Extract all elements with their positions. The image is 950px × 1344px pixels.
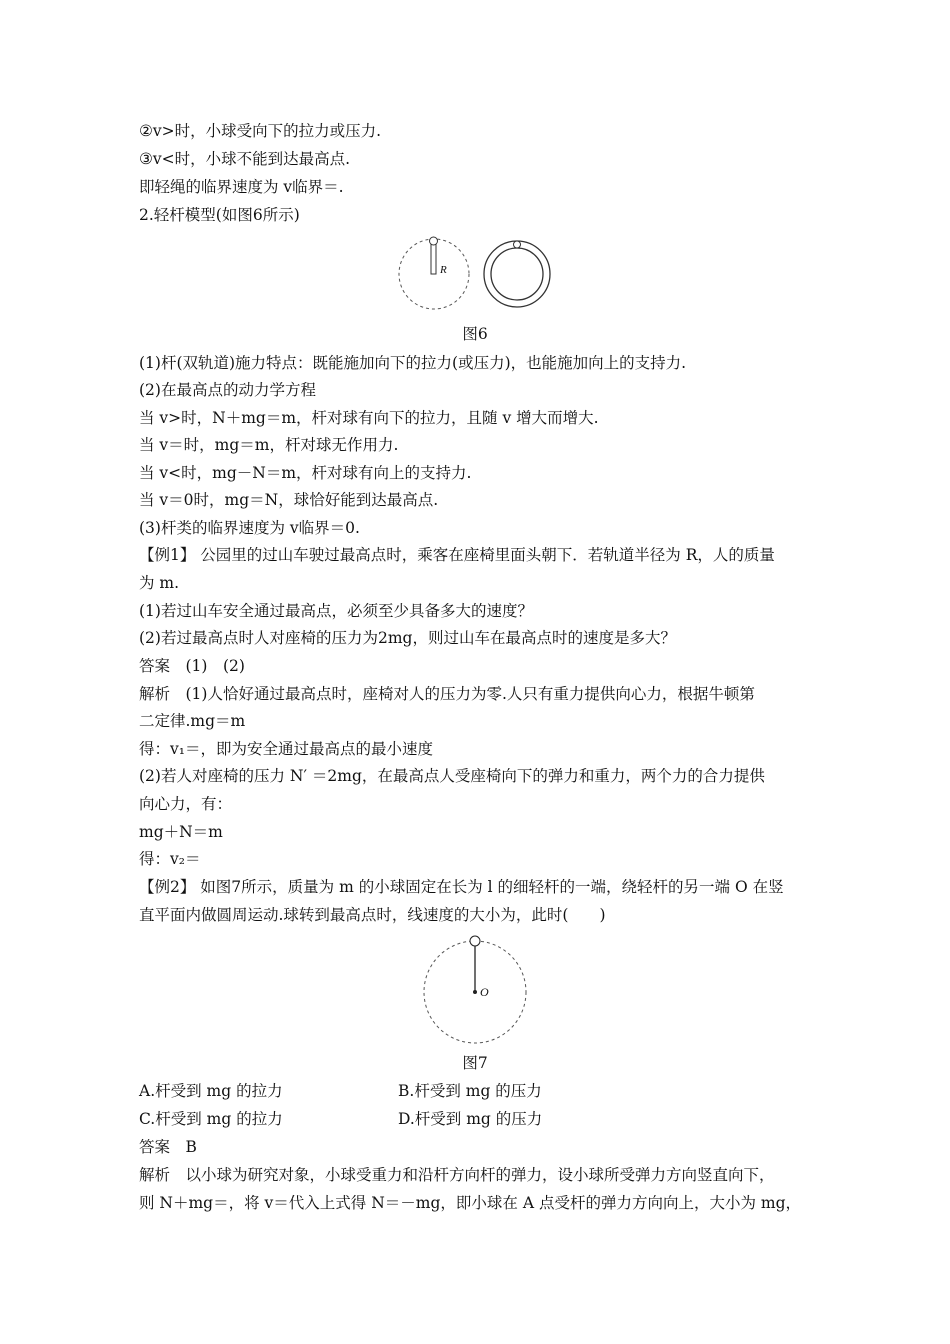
- text-line: 得：v₂＝: [139, 850, 201, 868]
- text-line: ③v<时，小球不能到达最高点.: [139, 150, 351, 168]
- text-line: 即轻绳的临界速度为 v临界＝.: [139, 178, 344, 196]
- text-line: (1)若过山车安全通过最高点，必须至少具备多大的速度？: [139, 602, 533, 620]
- text-line: (1)杆(双轨道)施力特点：既能施加向下的拉力(或压力)，也能施加向上的支持力.: [139, 354, 687, 372]
- figure-7-caption: 图7: [462, 1054, 488, 1072]
- text-line: 直平面内做圆周运动.球转到最高点时，线速度的大小为，此时( ): [139, 906, 606, 924]
- example-1-heading: 【例1】 公园里的过山车驶过最高点时，乘客在座椅里面头朝下．若轨道半径为 R，人的质量: [139, 546, 775, 564]
- option-b: B.杆受到 mg 的压力: [398, 1082, 542, 1100]
- text-line: (2)在最高点的动力学方程: [139, 381, 316, 399]
- answer-line: 答案 (1) (2): [139, 657, 245, 675]
- text-line: 二定律.mg＝m: [139, 712, 246, 730]
- text-line: (2)若过最高点时人对座椅的压力为2mg，则过山车在最高点时的速度是多大？: [139, 629, 676, 647]
- text-line: 为 m.: [139, 574, 180, 592]
- ball: [430, 237, 438, 245]
- text-line: 向心力，有：: [139, 795, 233, 813]
- ball: [470, 936, 480, 946]
- text-line: (3)杆类的临界速度为 v临界＝0.: [139, 519, 360, 537]
- example-2-heading: 【例2】 如图7所示，质量为 m 的小球固定在长为 l 的细轻杆的一端，绕轻杆的另一端 O 在竖: [139, 878, 784, 896]
- text-line: mg＋N＝m: [139, 823, 223, 841]
- analysis-line: 解析 (1)人恰好通过最高点时，座椅对人的压力为零.人只有重力提供向心力，根据牛顿第: [139, 685, 755, 703]
- inner-track: [491, 248, 543, 300]
- text-line: 当 v＝0时，mg＝N，球恰好能到达最高点.: [139, 491, 439, 509]
- figure-7: [418, 932, 534, 1044]
- text-line: 当 v>时，N＋mg＝m，杆对球有向下的拉力，且随 v 增大而增大.: [139, 409, 599, 427]
- text-line: (2)若人对座椅的压力 N′ ＝2mg，在最高点人受座椅向下的弹力和重力，两个力的合力提供: [139, 767, 765, 785]
- figure-6-caption: 图6: [462, 325, 488, 343]
- analysis-line: 则 N＋mg＝，将 v＝代入上式得 N＝－mg，即小球在 A 点受杆的弹力方向向上，大小为 mg，: [139, 1194, 801, 1212]
- analysis-line: 解析 以小球为研究对象，小球受重力和沿杆方向杆的弹力，设小球所受弹力方向竖直向下，: [139, 1166, 775, 1184]
- figure-6: [390, 232, 560, 316]
- answer-line: 答案 B: [139, 1138, 197, 1156]
- outer-track: [484, 241, 550, 307]
- option-d: D.杆受到 mg 的压力: [398, 1110, 543, 1128]
- text-line: 得：v₁＝，即为安全通过最高点的最小速度: [139, 740, 433, 758]
- pivot-point: [473, 990, 477, 994]
- label-o: O: [480, 985, 489, 999]
- section-heading: 2.轻杆模型(如图6所示): [139, 206, 300, 224]
- option-a: A.杆受到 mg 的拉力: [139, 1082, 283, 1100]
- text-line: 当 v＝时，mg＝m，杆对球无作用力.: [139, 436, 399, 454]
- option-c: C.杆受到 mg 的拉力: [139, 1110, 283, 1128]
- text-line: ②v>时，小球受向下的拉力或压力.: [139, 122, 382, 140]
- track-ball: [514, 241, 521, 248]
- rod: [431, 244, 436, 274]
- text-line: 当 v<时，mg－N＝m，杆对球有向上的支持力.: [139, 464, 472, 482]
- label-r: R: [440, 264, 447, 276]
